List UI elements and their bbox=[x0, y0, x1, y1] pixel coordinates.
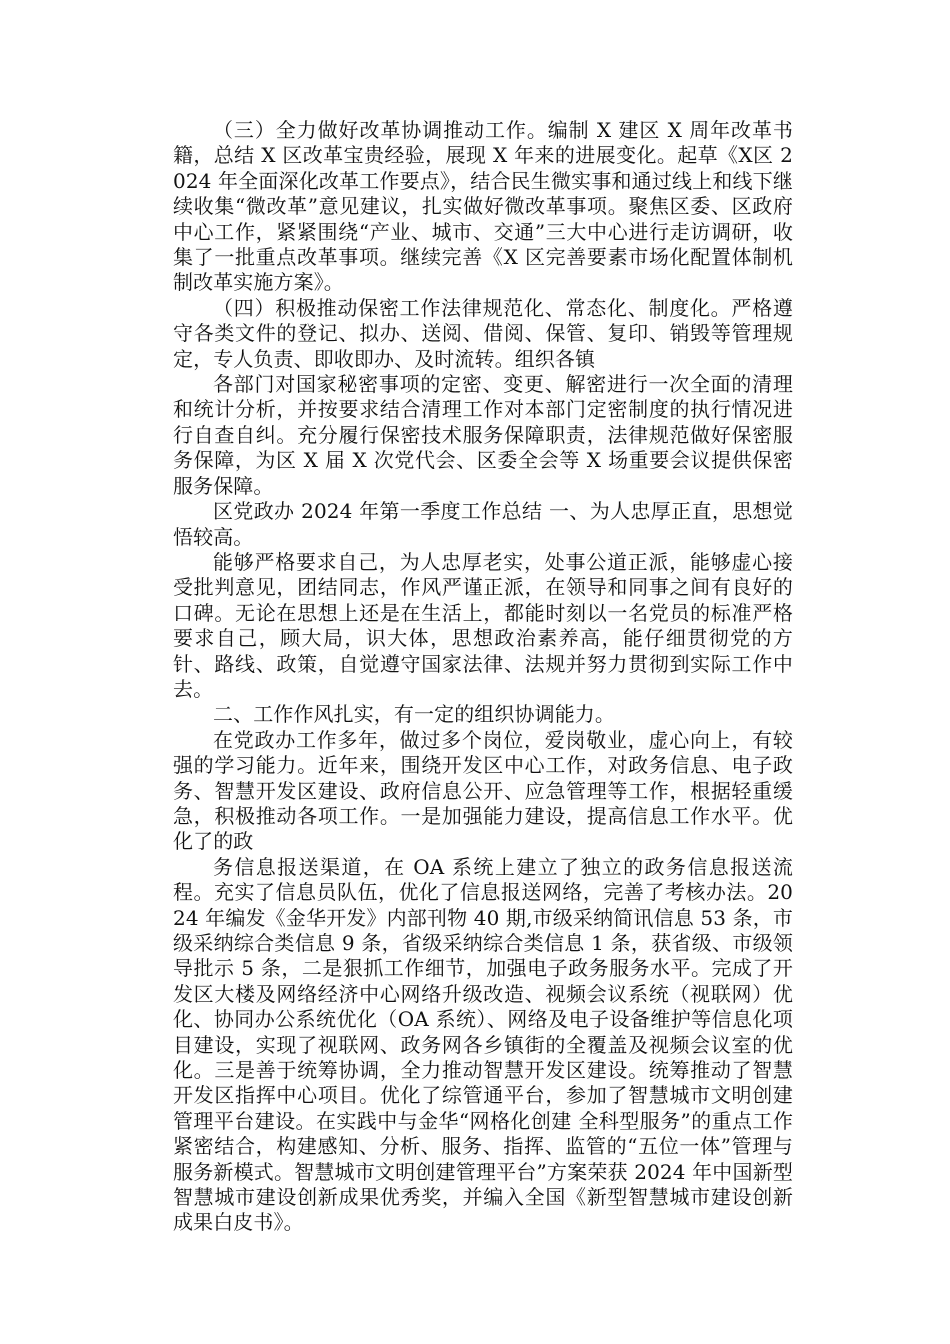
paragraph-declassification-review: 各部门对国家秘密事项的定密、变更、解密进行一次全面的清理和统计分析，并按要求结合清理工作对本部门定密制度的执行情况进行自查自纠。充分履行保密技术服务保障职责，法律规范做好保密服务保障，为区 X 届 X 次党代会、区委全会等 X 场重要会议提供保密服务保障。 bbox=[173, 372, 793, 498]
paragraph-personal-conduct: 能够严格要求自己，为人忠厚老实，处事公道正派，能够虚心接受批判意见，团结同志，作风严谨正派，在领导和同事之间有良好的口碑。无论在思想上还是在生活上，都能时刻以一名党员的标准严格要求自己，顾大局，识大体，思想政治素养高，能仔细贯彻党的方针、路线、政策，自觉遵守国家法律、法规并努力贯彻到实际工作中去。 bbox=[173, 549, 793, 701]
paragraph-confidentiality-work: （四）积极推动保密工作法律规范化、常态化、制度化。严格遵守各类文件的登记、拟办、送阅、借阅、保管、复印、销毁等管理规定，专人负责、即收即办、及时流转。组织各镇 bbox=[173, 295, 793, 371]
paragraph-reform-coordination: （三）全力做好改革协调推动工作。编制 X 建区 X 周年改革书籍，总结 X 区改革宝贵经验，展现 X 年来的进展变化。起草《X区 2024 年全面深化改革工作要点》，结合民生微实事和通过线上和线下继续收集“微改革”意见建议，扎实做好微改革事项。聚焦区委、区政府中心工作，紧紧围绕“产业、城市、交通”三大中心进行走访调研，收集了一批重点改革事项。继续完善《X 区完善要素市场化配置体制机制改革实施方案》。 bbox=[173, 118, 793, 295]
document-body bbox=[173, 118, 793, 1236]
paragraph-quarterly-summary-heading: 区党政办 2024 年第一季度工作总结 一、为人忠厚正直，思想觉悟较高。 bbox=[173, 499, 793, 549]
paragraph-section-two-heading: 二、工作作风扎实，有一定的组织协调能力。 bbox=[213, 702, 615, 727]
paragraph-information-work: 务信息报送渠道，在 OA 系统上建立了独立的政务信息报送流程。充实了信息员队伍，优化了信息报送网络，完善了考核办法。2024 年编发《金华开发》内部刊物 40 期,市级采纳简讯信息 53 条，市级采纳综合类信息 9 条，省级采纳综合类信息 1 条，获省级、市级领导批示 5 条，二是狠抓工作细节，加强电子政务服务水平。完成了开发区大楼及网络经济中心网络升级改造、视频会议系统（视联网）优化、协同办公系统优化（OA 系统）、网络及电子设备维护等信息化项目建设，实现了视联网、政务网各乡镇街的全覆盖及视频会议室的优化。三是善于统筹协调，全力推动智慧开发区建设。统筹推动了智慧开发区指挥中心项目。优化了综管通平台，参加了智慧城市文明创建管理平台建设。在实践中与金华“网格化创建 全科型服务”的重点工作紧密结合，构建感知、分析、服务、指挥、监管的“五位一体”管理与服务新模式。智慧城市文明创建管理平台”方案荣获 2024 年中国新型智慧城市建设创新成果优秀奖，并编入全国《新型智慧城市建设创新成果白皮书》。 bbox=[173, 854, 793, 1235]
paragraph-work-experience: 在党政办工作多年，做过多个岗位，爱岗敬业，虚心向上，有较强的学习能力。近年来，围绕开发区中心工作，对政务信息、电子政务、智慧开发区建设、政府信息公开、应急管理等工作，根据轻重缓急，积极推动各项工作。一是加强能力建设，提高信息工作水平。优化了的政 bbox=[173, 727, 793, 854]
